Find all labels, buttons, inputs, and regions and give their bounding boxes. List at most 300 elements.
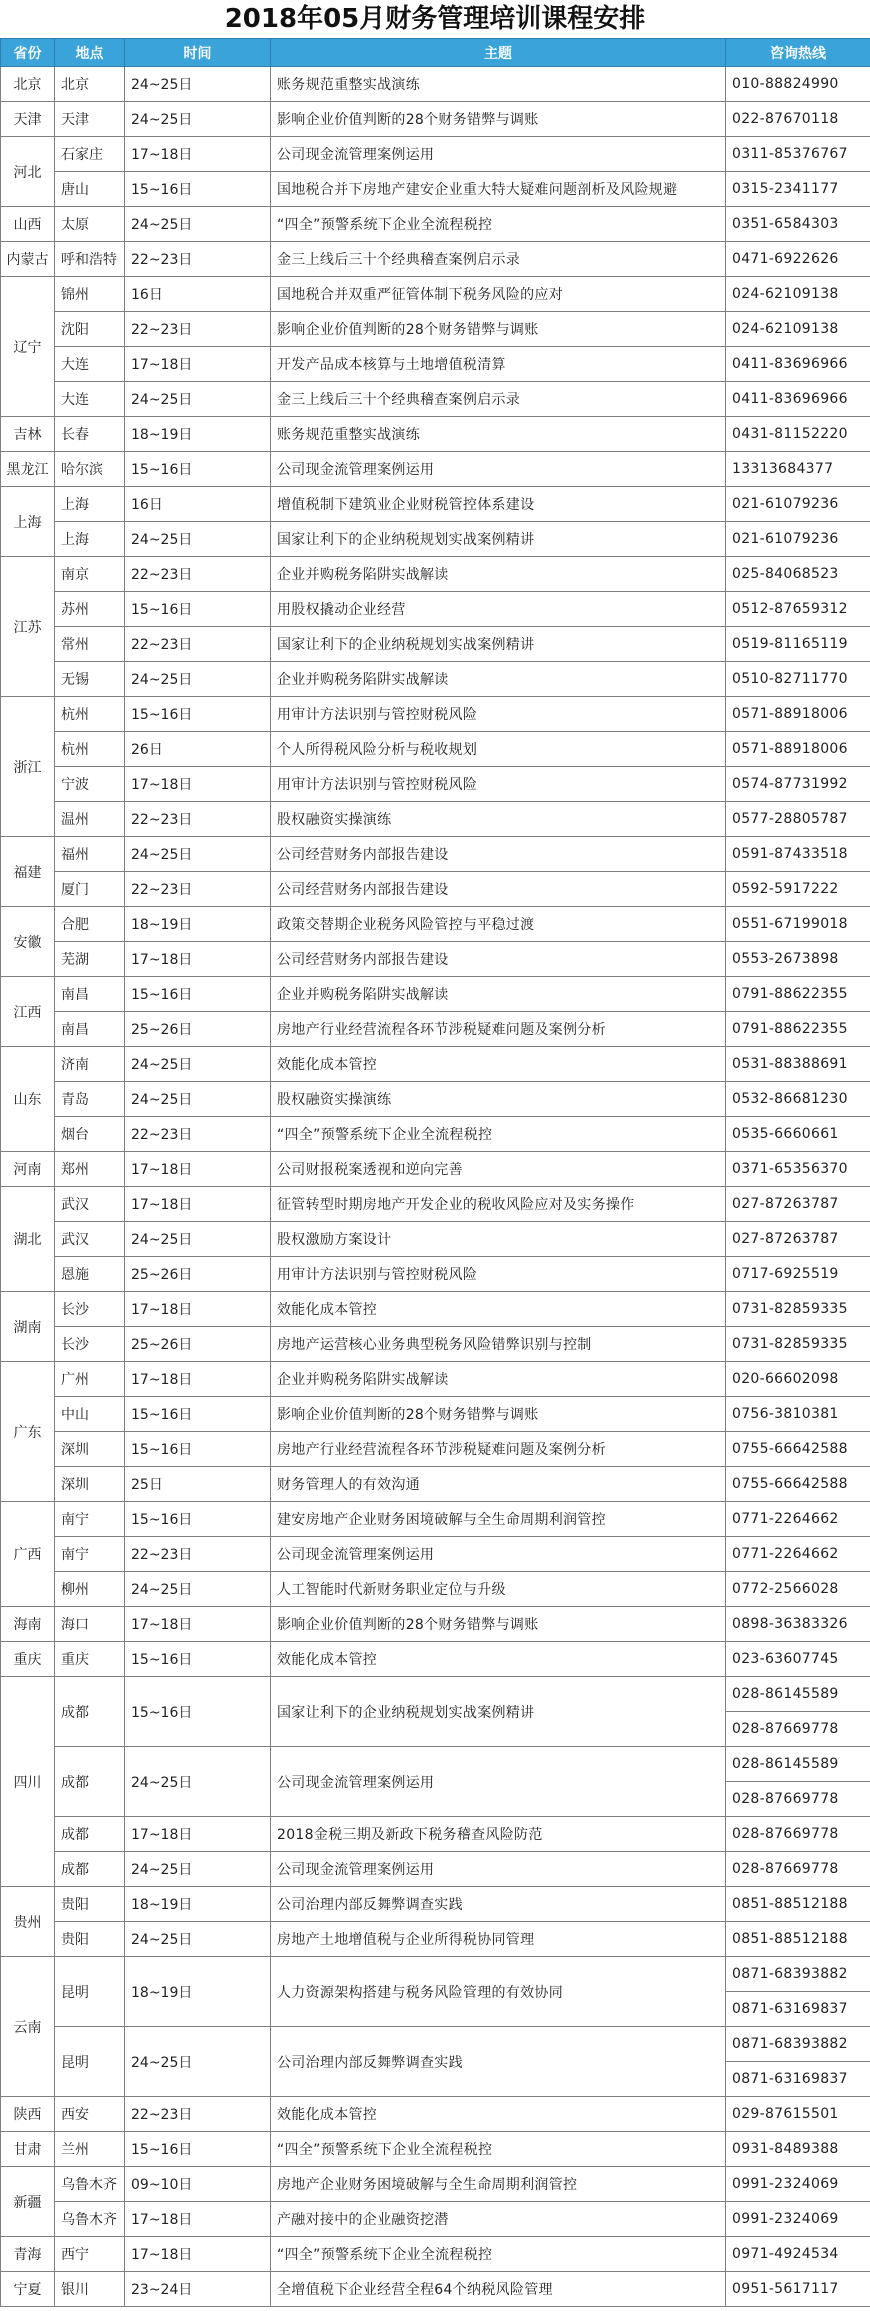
phone-number: 0871-68393882 bbox=[732, 1966, 848, 1982]
phone-cell: 0577-28805787 bbox=[726, 802, 870, 837]
topic-cell: 金三上线后三十个经典稽查案例启示录 bbox=[271, 242, 726, 277]
city-cell: 芜湖 bbox=[55, 942, 125, 977]
topic-cell: 公司经营财务内部报告建设 bbox=[271, 942, 726, 977]
date-cell: 15~16日 bbox=[125, 1677, 271, 1747]
province-cell: 云南 bbox=[1, 1957, 55, 2097]
topic-cell: 效能化成本管控 bbox=[271, 1292, 726, 1327]
topic-cell: 个人所得税风险分析与税收规划 bbox=[271, 732, 726, 767]
date-cell: 23~24日 bbox=[125, 2272, 271, 2307]
date-cell: 16日 bbox=[125, 487, 271, 522]
city-cell: 南京 bbox=[55, 557, 125, 592]
topic-cell: 效能化成本管控 bbox=[271, 1047, 726, 1082]
table-row bbox=[1, 2167, 870, 2202]
table-row bbox=[1, 1222, 870, 1257]
city-cell: 唐山 bbox=[55, 172, 125, 207]
date-cell: 24~25日 bbox=[125, 1747, 271, 1817]
city-cell: 长沙 bbox=[55, 1327, 125, 1362]
province-cell: 新疆 bbox=[1, 2167, 55, 2237]
phone-cell: 0771-2264662 bbox=[726, 1537, 870, 1572]
city-cell: 贵阳 bbox=[55, 1922, 125, 1957]
date-cell: 15~16日 bbox=[125, 697, 271, 732]
phone-cell: 022-87670118 bbox=[726, 102, 870, 137]
table-row bbox=[1, 1152, 870, 1187]
phone-cell: 024-62109138 bbox=[726, 277, 870, 312]
city-cell: 柳州 bbox=[55, 1572, 125, 1607]
table-body bbox=[1, 67, 870, 2307]
phone-cell: 0371-65356370 bbox=[726, 1152, 870, 1187]
phone-cell: 028-87669778 bbox=[726, 1852, 870, 1887]
phone-cell: 0571-88918006 bbox=[726, 732, 870, 767]
table-row bbox=[1, 1537, 870, 1572]
phone-cell: 0553-2673898 bbox=[726, 942, 870, 977]
city-cell: 杭州 bbox=[55, 732, 125, 767]
table-row bbox=[1, 1327, 870, 1362]
table-row bbox=[1, 1677, 870, 1747]
phone-cell: 029-87615501 bbox=[726, 2097, 870, 2132]
topic-cell: 公司现金流管理案例运用 bbox=[271, 452, 726, 487]
table-row bbox=[1, 522, 870, 557]
city-cell: 无锡 bbox=[55, 662, 125, 697]
phone-cell: 0510-82711770 bbox=[726, 662, 870, 697]
date-cell: 15~16日 bbox=[125, 1397, 271, 1432]
table-row bbox=[1, 592, 870, 627]
topic-cell: 效能化成本管控 bbox=[271, 2097, 726, 2132]
table-row bbox=[1, 1117, 870, 1152]
city-cell: 郑州 bbox=[55, 1152, 125, 1187]
table-row bbox=[1, 2202, 870, 2237]
topic-cell: 用审计方法识别与管控财税风险 bbox=[271, 697, 726, 732]
date-cell: 15~16日 bbox=[125, 452, 271, 487]
topic-cell: 金三上线后三十个经典稽查案例启示录 bbox=[271, 382, 726, 417]
topic-cell: 财务管理人的有效沟通 bbox=[271, 1467, 726, 1502]
date-cell: 17~18日 bbox=[125, 1292, 271, 1327]
date-cell: 22~23日 bbox=[125, 1117, 271, 1152]
table-row bbox=[1, 1747, 870, 1817]
province-cell: 广西 bbox=[1, 1502, 55, 1607]
phone-cell: 0519-81165119 bbox=[726, 627, 870, 662]
phone-cell: 0512-87659312 bbox=[726, 592, 870, 627]
phone-cell bbox=[726, 1747, 870, 1817]
topic-cell: 影响企业价值判断的28个财务错弊与调账 bbox=[271, 312, 726, 347]
topic-cell: 企业并购税务陷阱实战解读 bbox=[271, 977, 726, 1012]
topic-cell: 账务规范重整实战演练 bbox=[271, 67, 726, 102]
topic-cell: 公司财报税案透视和逆向完善 bbox=[271, 1152, 726, 1187]
phone-cell: 0717-6925519 bbox=[726, 1257, 870, 1292]
phone-cell: 0351-6584303 bbox=[726, 207, 870, 242]
date-cell: 17~18日 bbox=[125, 137, 271, 172]
date-cell: 24~25日 bbox=[125, 67, 271, 102]
date-cell: 16日 bbox=[125, 277, 271, 312]
city-cell: 石家庄 bbox=[55, 137, 125, 172]
topic-cell: “四全”预警系统下企业全流程税控 bbox=[271, 207, 726, 242]
date-cell: 22~23日 bbox=[125, 2097, 271, 2132]
table-row bbox=[1, 2097, 870, 2132]
date-cell: 22~23日 bbox=[125, 1537, 271, 1572]
date-cell: 24~25日 bbox=[125, 1082, 271, 1117]
city-cell: 杭州 bbox=[55, 697, 125, 732]
date-cell: 22~23日 bbox=[125, 557, 271, 592]
phone-number: 028-86145589 bbox=[732, 1756, 839, 1772]
city-cell: 恩施 bbox=[55, 1257, 125, 1292]
date-cell: 24~25日 bbox=[125, 1047, 271, 1082]
city-cell: 深圳 bbox=[55, 1467, 125, 1502]
table-row bbox=[1, 312, 870, 347]
phone-number: 0871-63169837 bbox=[726, 1991, 870, 2026]
topic-cell: 企业并购税务陷阱实战解读 bbox=[271, 557, 726, 592]
city-cell: 大连 bbox=[55, 347, 125, 382]
table-row bbox=[1, 627, 870, 662]
table-row bbox=[1, 1257, 870, 1292]
date-cell: 09~10日 bbox=[125, 2167, 271, 2202]
table-row bbox=[1, 172, 870, 207]
phone-cell: 0755-66642588 bbox=[726, 1467, 870, 1502]
date-cell: 24~25日 bbox=[125, 207, 271, 242]
province-cell: 北京 bbox=[1, 67, 55, 102]
table-row bbox=[1, 487, 870, 522]
topic-cell: 房地产土地增值税与企业所得税协同管理 bbox=[271, 1922, 726, 1957]
header-topic: 主题 bbox=[271, 39, 726, 67]
topic-cell: 影响企业价值判断的28个财务错弊与调账 bbox=[271, 1397, 726, 1432]
phone-cell: 0791-88622355 bbox=[726, 1012, 870, 1047]
table-row bbox=[1, 1432, 870, 1467]
table-row bbox=[1, 557, 870, 592]
province-cell: 上海 bbox=[1, 487, 55, 557]
phone-cell: 0931-8489388 bbox=[726, 2132, 870, 2167]
table-row bbox=[1, 137, 870, 172]
table-row bbox=[1, 697, 870, 732]
table-row bbox=[1, 2027, 870, 2097]
topic-cell: “四全”预警系统下企业全流程税控 bbox=[271, 2237, 726, 2272]
city-cell: 呼和浩特 bbox=[55, 242, 125, 277]
table-row bbox=[1, 1362, 870, 1397]
date-cell: 17~18日 bbox=[125, 2202, 271, 2237]
phone-cell: 021-61079236 bbox=[726, 522, 870, 557]
date-cell: 25~26日 bbox=[125, 1012, 271, 1047]
table-row bbox=[1, 942, 870, 977]
city-cell: 西安 bbox=[55, 2097, 125, 2132]
date-cell: 25日 bbox=[125, 1467, 271, 1502]
city-cell: 广州 bbox=[55, 1362, 125, 1397]
page-title: 2018年05月财务管理培训课程安排 bbox=[224, 4, 646, 34]
city-cell: 成都 bbox=[55, 1677, 125, 1747]
date-cell: 24~25日 bbox=[125, 662, 271, 697]
city-cell: 厦门 bbox=[55, 872, 125, 907]
phone-cell: 0531-88388691 bbox=[726, 1047, 870, 1082]
province-cell: 河南 bbox=[1, 1152, 55, 1187]
phone-cell: 0532-86681230 bbox=[726, 1082, 870, 1117]
date-cell: 26日 bbox=[125, 732, 271, 767]
phone-cell: 13313684377 bbox=[726, 452, 870, 487]
table-row bbox=[1, 837, 870, 872]
topic-cell: 房地产行业经营流程各环节涉税疑难问题及案例分析 bbox=[271, 1012, 726, 1047]
date-cell: 18~19日 bbox=[125, 1957, 271, 2027]
city-cell: 南昌 bbox=[55, 1012, 125, 1047]
topic-cell: 国地税合并双重严征管体制下税务风险的应对 bbox=[271, 277, 726, 312]
topic-cell: 政策交替期企业税务风险管控与平稳过渡 bbox=[271, 907, 726, 942]
topic-cell: 企业并购税务陷阱实战解读 bbox=[271, 662, 726, 697]
date-cell: 18~19日 bbox=[125, 417, 271, 452]
date-cell: 15~16日 bbox=[125, 2132, 271, 2167]
table-header-row bbox=[1, 39, 870, 67]
table-row bbox=[1, 382, 870, 417]
date-cell: 18~19日 bbox=[125, 1887, 271, 1922]
date-cell: 17~18日 bbox=[125, 1152, 271, 1187]
date-cell: 24~25日 bbox=[125, 522, 271, 557]
phone-cell: 0471-6922626 bbox=[726, 242, 870, 277]
phone-cell: 0898-36383326 bbox=[726, 1607, 870, 1642]
phone-cell bbox=[726, 2027, 870, 2097]
topic-cell: 账务规范重整实战演练 bbox=[271, 417, 726, 452]
table-row bbox=[1, 2237, 870, 2272]
phone-cell: 0431-81152220 bbox=[726, 417, 870, 452]
city-cell: 中山 bbox=[55, 1397, 125, 1432]
topic-cell: 2018金税三期及新政下税务稽查风险防范 bbox=[271, 1817, 726, 1852]
date-cell: 22~23日 bbox=[125, 627, 271, 662]
table-row bbox=[1, 347, 870, 382]
date-cell: 22~23日 bbox=[125, 242, 271, 277]
topic-cell: 股权融资实操演练 bbox=[271, 802, 726, 837]
province-cell: 湖南 bbox=[1, 1292, 55, 1362]
date-cell: 24~25日 bbox=[125, 382, 271, 417]
phone-cell: 010-88824990 bbox=[726, 67, 870, 102]
city-cell: 昆明 bbox=[55, 2027, 125, 2097]
city-cell: 成都 bbox=[55, 1747, 125, 1817]
city-cell: 乌鲁木齐 bbox=[55, 2202, 125, 2237]
topic-cell: 公司经营财务内部报告建设 bbox=[271, 872, 726, 907]
date-cell: 24~25日 bbox=[125, 837, 271, 872]
city-cell: 南昌 bbox=[55, 977, 125, 1012]
phone-cell: 0592-5917222 bbox=[726, 872, 870, 907]
topic-cell: 房地产行业经营流程各环节涉税疑难问题及案例分析 bbox=[271, 1432, 726, 1467]
city-cell: 锦州 bbox=[55, 277, 125, 312]
phone-cell: 021-61079236 bbox=[726, 487, 870, 522]
topic-cell: 公司现金流管理案例运用 bbox=[271, 137, 726, 172]
province-cell: 贵州 bbox=[1, 1887, 55, 1957]
province-cell: 宁夏 bbox=[1, 2272, 55, 2307]
date-cell: 15~16日 bbox=[125, 977, 271, 1012]
topic-cell: 征管转型时期房地产开发企业的税收风险应对及实务操作 bbox=[271, 1187, 726, 1222]
table-row bbox=[1, 207, 870, 242]
date-cell: 24~25日 bbox=[125, 1852, 271, 1887]
table-row bbox=[1, 1852, 870, 1887]
phone-cell: 0574-87731992 bbox=[726, 767, 870, 802]
province-cell: 山东 bbox=[1, 1047, 55, 1152]
table-row bbox=[1, 767, 870, 802]
table-row bbox=[1, 732, 870, 767]
phone-cell: 0851-88512188 bbox=[726, 1922, 870, 1957]
table-row bbox=[1, 1817, 870, 1852]
city-cell: 大连 bbox=[55, 382, 125, 417]
table-row bbox=[1, 1572, 870, 1607]
province-cell: 山西 bbox=[1, 207, 55, 242]
phone-cell bbox=[726, 1677, 870, 1747]
table-row bbox=[1, 1047, 870, 1082]
province-cell: 内蒙古 bbox=[1, 242, 55, 277]
province-cell: 辽宁 bbox=[1, 277, 55, 417]
province-cell: 江西 bbox=[1, 977, 55, 1047]
topic-cell: 用审计方法识别与管控财税风险 bbox=[271, 767, 726, 802]
table-row bbox=[1, 277, 870, 312]
topic-cell: 国家让利下的企业纳税规划实战案例精讲 bbox=[271, 522, 726, 557]
table-row bbox=[1, 802, 870, 837]
table-row bbox=[1, 102, 870, 137]
date-cell: 15~16日 bbox=[125, 1642, 271, 1677]
date-cell: 24~25日 bbox=[125, 102, 271, 137]
table-row bbox=[1, 1887, 870, 1922]
topic-cell: 人工智能时代新财务职业定位与升级 bbox=[271, 1572, 726, 1607]
phone-cell: 0571-88918006 bbox=[726, 697, 870, 732]
phone-number: 0871-63169837 bbox=[726, 2061, 870, 2096]
date-cell: 15~16日 bbox=[125, 592, 271, 627]
phone-cell: 0591-87433518 bbox=[726, 837, 870, 872]
city-cell: 温州 bbox=[55, 802, 125, 837]
phone-cell: 0772-2566028 bbox=[726, 1572, 870, 1607]
table-row bbox=[1, 1957, 870, 2027]
province-cell: 浙江 bbox=[1, 697, 55, 837]
table-row bbox=[1, 1187, 870, 1222]
city-cell: 贵阳 bbox=[55, 1887, 125, 1922]
province-cell: 重庆 bbox=[1, 1642, 55, 1677]
province-cell: 青海 bbox=[1, 2237, 55, 2272]
date-cell: 17~18日 bbox=[125, 1187, 271, 1222]
phone-cell: 0535-6660661 bbox=[726, 1117, 870, 1152]
header-phone: 咨询热线 bbox=[726, 39, 870, 67]
province-cell: 福建 bbox=[1, 837, 55, 907]
topic-cell: 影响企业价值判断的28个财务错弊与调账 bbox=[271, 102, 726, 137]
phone-cell: 0756-3810381 bbox=[726, 1397, 870, 1432]
date-cell: 15~16日 bbox=[125, 172, 271, 207]
date-cell: 17~18日 bbox=[125, 347, 271, 382]
topic-cell: 用审计方法识别与管控财税风险 bbox=[271, 1257, 726, 1292]
city-cell: 上海 bbox=[55, 522, 125, 557]
date-cell: 17~18日 bbox=[125, 942, 271, 977]
topic-cell: 人力资源架构搭建与税务风险管理的有效协同 bbox=[271, 1957, 726, 2027]
city-cell: 成都 bbox=[55, 1852, 125, 1887]
city-cell: 天津 bbox=[55, 102, 125, 137]
date-cell: 25~26日 bbox=[125, 1257, 271, 1292]
topic-cell: 股权激励方案设计 bbox=[271, 1222, 726, 1257]
topic-cell: 影响企业价值判断的28个财务错弊与调账 bbox=[271, 1607, 726, 1642]
province-cell: 江苏 bbox=[1, 557, 55, 697]
date-cell: 15~16日 bbox=[125, 1502, 271, 1537]
city-cell: 武汉 bbox=[55, 1222, 125, 1257]
topic-cell: 国家让利下的企业纳税规划实战案例精讲 bbox=[271, 627, 726, 662]
province-cell: 陕西 bbox=[1, 2097, 55, 2132]
city-cell: 烟台 bbox=[55, 1117, 125, 1152]
city-cell: 苏州 bbox=[55, 592, 125, 627]
topic-cell: 国地税合并下房地产建安企业重大特大疑难问题剖析及风险规避 bbox=[271, 172, 726, 207]
table-row bbox=[1, 452, 870, 487]
schedule-table bbox=[0, 38, 870, 2307]
phone-cell: 025-84068523 bbox=[726, 557, 870, 592]
date-cell: 22~23日 bbox=[125, 312, 271, 347]
date-cell: 17~18日 bbox=[125, 1817, 271, 1852]
date-cell: 24~25日 bbox=[125, 1572, 271, 1607]
topic-cell: 用股权撬动企业经营 bbox=[271, 592, 726, 627]
phone-cell: 0731-82859335 bbox=[726, 1327, 870, 1362]
province-cell: 四川 bbox=[1, 1677, 55, 1887]
date-cell: 22~23日 bbox=[125, 802, 271, 837]
table-row bbox=[1, 1397, 870, 1432]
province-cell: 河北 bbox=[1, 137, 55, 207]
city-cell: 乌鲁木齐 bbox=[55, 2167, 125, 2202]
topic-cell: 公司现金流管理案例运用 bbox=[271, 1852, 726, 1887]
province-cell: 安徽 bbox=[1, 907, 55, 977]
phone-number: 028-86145589 bbox=[732, 1686, 839, 1702]
province-cell: 湖北 bbox=[1, 1187, 55, 1292]
phone-cell: 0755-66642588 bbox=[726, 1432, 870, 1467]
table-row bbox=[1, 1012, 870, 1047]
city-cell: 成都 bbox=[55, 1817, 125, 1852]
phone-cell: 028-87669778 bbox=[726, 1817, 870, 1852]
date-cell: 18~19日 bbox=[125, 907, 271, 942]
city-cell: 沈阳 bbox=[55, 312, 125, 347]
header-city: 地点 bbox=[55, 39, 125, 67]
date-cell: 17~18日 bbox=[125, 767, 271, 802]
phone-cell: 0551-67199018 bbox=[726, 907, 870, 942]
topic-cell: 国家让利下的企业纳税规划实战案例精讲 bbox=[271, 1677, 726, 1747]
table-row bbox=[1, 2272, 870, 2307]
city-cell: 青岛 bbox=[55, 1082, 125, 1117]
table-row bbox=[1, 1082, 870, 1117]
date-cell: 24~25日 bbox=[125, 2027, 271, 2097]
phone-cell: 0791-88622355 bbox=[726, 977, 870, 1012]
date-cell: 24~25日 bbox=[125, 1922, 271, 1957]
topic-cell: 增值税制下建筑业企业财税管控体系建设 bbox=[271, 487, 726, 522]
phone-cell: 0771-2264662 bbox=[726, 1502, 870, 1537]
city-cell: 武汉 bbox=[55, 1187, 125, 1222]
topic-cell: 公司现金流管理案例运用 bbox=[271, 1537, 726, 1572]
city-cell: 昆明 bbox=[55, 1957, 125, 2027]
phone-cell bbox=[726, 1957, 870, 2027]
table-row bbox=[1, 1922, 870, 1957]
phone-number: 028-87669778 bbox=[726, 1781, 870, 1816]
phone-cell: 027-87263787 bbox=[726, 1187, 870, 1222]
table-row bbox=[1, 872, 870, 907]
table-row bbox=[1, 242, 870, 277]
table-row bbox=[1, 1292, 870, 1327]
city-cell: 南宁 bbox=[55, 1502, 125, 1537]
date-cell: 17~18日 bbox=[125, 1607, 271, 1642]
table-row bbox=[1, 417, 870, 452]
table-row bbox=[1, 1502, 870, 1537]
city-cell: 宁波 bbox=[55, 767, 125, 802]
city-cell: 兰州 bbox=[55, 2132, 125, 2167]
province-cell: 吉林 bbox=[1, 417, 55, 452]
province-cell: 天津 bbox=[1, 102, 55, 137]
topic-cell: 房地产企业财务困境破解与全生命周期利润管控 bbox=[271, 2167, 726, 2202]
table-row bbox=[1, 1467, 870, 1502]
phone-cell: 024-62109138 bbox=[726, 312, 870, 347]
city-cell: 南宁 bbox=[55, 1537, 125, 1572]
city-cell: 重庆 bbox=[55, 1642, 125, 1677]
city-cell: 太原 bbox=[55, 207, 125, 242]
table-row bbox=[1, 1607, 870, 1642]
city-cell: 银川 bbox=[55, 2272, 125, 2307]
date-cell: 15~16日 bbox=[125, 1432, 271, 1467]
phone-cell: 0311-85376767 bbox=[726, 137, 870, 172]
phone-cell: 0731-82859335 bbox=[726, 1292, 870, 1327]
topic-cell: 公司治理内部反舞弊调查实践 bbox=[271, 2027, 726, 2097]
city-cell: 哈尔滨 bbox=[55, 452, 125, 487]
topic-cell: 公司治理内部反舞弊调查实践 bbox=[271, 1887, 726, 1922]
phone-cell: 0971-4924534 bbox=[726, 2237, 870, 2272]
phone-cell: 0411-83696966 bbox=[726, 382, 870, 417]
phone-cell: 0991-2324069 bbox=[726, 2202, 870, 2237]
topic-cell: 股权融资实操演练 bbox=[271, 1082, 726, 1117]
phone-cell: 0851-88512188 bbox=[726, 1887, 870, 1922]
header-date: 时间 bbox=[125, 39, 271, 67]
